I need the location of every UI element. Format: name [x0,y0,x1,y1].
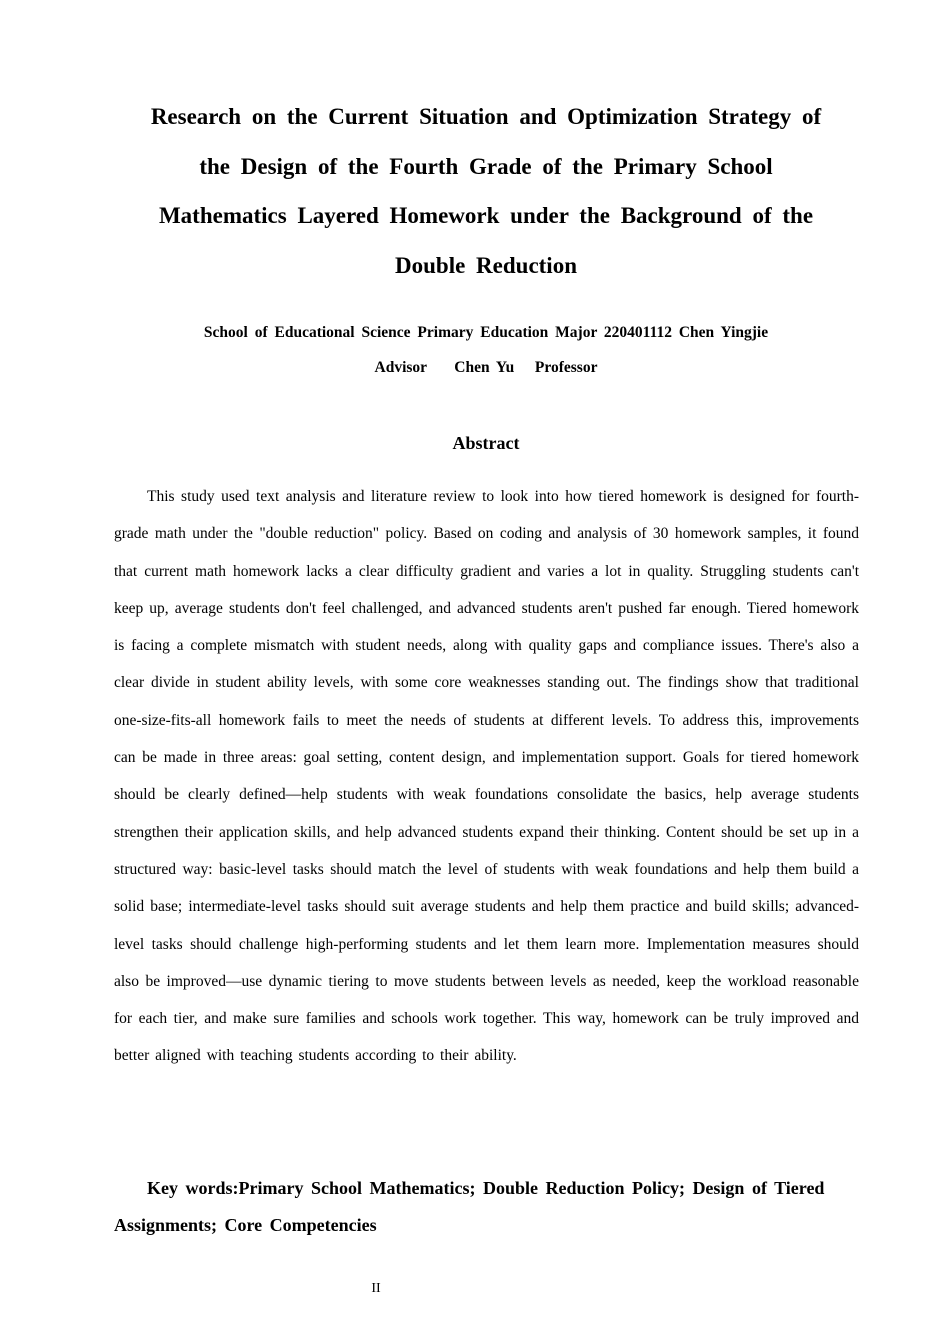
title-line-3: Mathematics Layered Homework under the Background of the [158,203,814,228]
title-line-2: the Design of the Fourth Grade of the Primary School [199,153,773,179]
paper-title [120,92,852,290]
keywords [114,1170,834,1244]
keywords-label: Key words: [147,1178,239,1198]
abstract-body: This study used text analysis and literature review to look into how tiered homework is designed for fourth-grade math under the "double reduction" policy. Based on coding and analysis of 30 homework samples, it found that current math homework lacks a clear difficulty gradient and varies a lot in quality. Struggling students can't keep up, average students don't feel challenged, and advanced students aren't pushed far enough. Tiered homework is facing a complete mismatch with student needs, along with quality gaps and compliance issues. There's also a clear divide in student ability levels, with some core weaknesses standing out. The findings show that traditional one-size-fits-all homework fails to meet the needs of students at different levels. To address this, improvements can be made in three areas: goal setting, content design, and implementation support. Goals for tiered homework should be clearly defined—help students with weak foundations consolidate the basics, help average students strengthen their application skills, and help advanced students expand their thinking. Content should be set up in a structured way: basic-level tasks should match the level of students with weak foundations and help them build a solid base; intermediate-level tasks should suit average students and help them practice and build skills; advanced-level tasks should challenge high-performing students and let them learn more. Implementation measures should also be improved—use dynamic tiering to move students between levels as needed, keep the workload reasonable for each tier, and make sure families and schools work together. This way, homework can be truly improved and better aligned with teaching students according to their ability. [114,488,859,1065]
title-line-1: Research on the Current Situation and Optimization Strategy of [150,104,822,129]
author-line: School of Educational Science Primary Education Major 220401112 Chen Yingjie [203,324,769,341]
page-number: II [371,1281,381,1296]
abstract-heading: Abstract [452,433,520,453]
advisor-line: Advisor Chen Yu Professor [374,359,598,376]
keywords-text: Primary School Mathematics; Double Reduction Policy; Design of Tiered Assignments; Core Competencies [114,1178,825,1235]
title-line-4: Double Reduction [395,252,577,278]
